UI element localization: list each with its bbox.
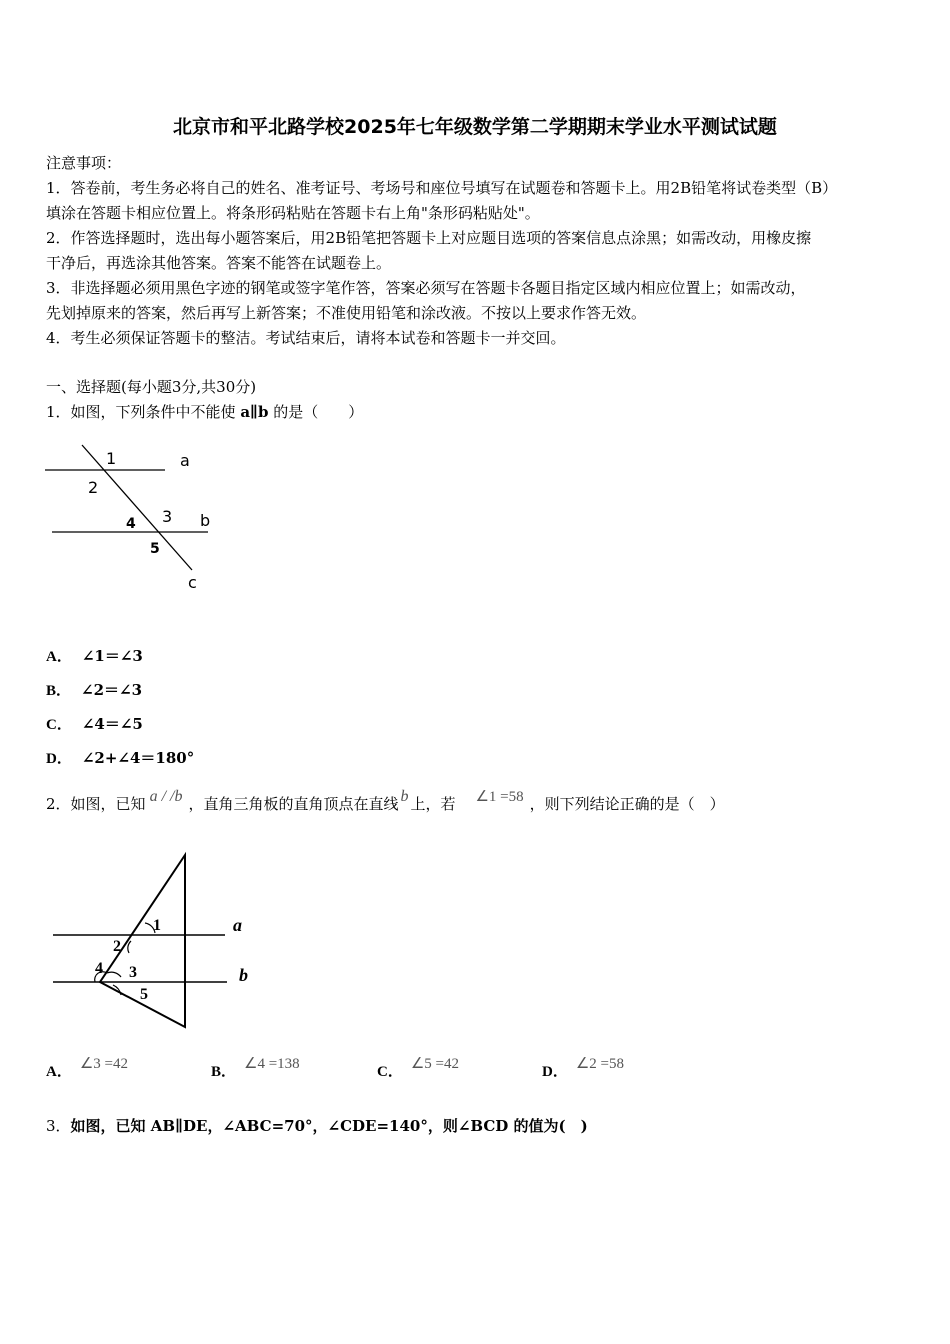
- option-d[interactable]: [542, 1056, 625, 1081]
- notice-line: 3．非选择题必须用黑色字迹的钢笔或签字笔作答，答案必须写在答题卡各题目指定区域内相应位置上；如需改动，: [46, 279, 806, 297]
- question-text: 如图，已知 AB∥DE，∠ABC=70°，∠CDE=140°，则∠BCD 的值为( ): [70, 1117, 588, 1135]
- notice-line: 2．作答选择题时，选出每小题答案后，用2B铅笔把答题卡上对应题目选项的答案信息点涂黑；如需改动，用橡皮擦: [46, 229, 812, 247]
- option-c[interactable]: [46, 713, 143, 734]
- option-b[interactable]: [46, 679, 142, 700]
- angle-label-4: 4: [126, 516, 136, 532]
- line-c: [82, 445, 192, 570]
- option-label: D．: [46, 751, 72, 767]
- option-b[interactable]: [211, 1056, 300, 1081]
- notice-line: 1．答卷前，考生务必将自己的姓名、准考证号、考场号和座位号填写在试题卷和答题卡上。用2B铅笔将试卷类型（B）: [46, 179, 838, 197]
- option-text: ∠2+∠4＝180°: [81, 749, 195, 767]
- question-math: ∠1 =58: [475, 789, 524, 805]
- question-3-stem: [46, 1115, 588, 1136]
- option-a[interactable]: [46, 1056, 129, 1081]
- page-title: 北京市和平北路学校2025年七年级数学第二学期期末学业水平测试试题: [173, 116, 777, 138]
- line-label-c: c: [188, 573, 197, 592]
- option-a[interactable]: [46, 645, 143, 666]
- notice-heading: 注意事项：: [46, 154, 122, 172]
- line-label-b: b: [239, 965, 248, 985]
- notice-line: 填涂在答题卡相应位置上。将条形码粘贴在答题卡右上角"条形码粘贴处"。: [46, 204, 540, 222]
- option-text: ∠2＝∠3: [81, 681, 143, 699]
- question-number: 1．: [46, 403, 71, 421]
- notice-line: 先划掉原来的答案，然后再写上新答案；不准使用铅笔和涂改液。不按以上要求作答无效。: [46, 304, 647, 322]
- angle-arc-2: [128, 941, 131, 953]
- question-text: 上，若: [410, 795, 456, 813]
- angle-label-4: 4: [95, 960, 103, 977]
- option-label: C．: [377, 1064, 403, 1080]
- option-c[interactable]: [377, 1056, 460, 1081]
- question-text: ，直角三角板的直角顶点在直线: [188, 795, 399, 813]
- question-text: 如图，下列条件中不能使: [70, 403, 241, 421]
- option-math: ∠2 =58: [575, 1056, 625, 1072]
- question-number: 3．: [46, 1117, 71, 1135]
- line-label-a: a: [180, 451, 190, 470]
- question-text: 如图，已知: [70, 795, 146, 813]
- question-1-figure: [40, 440, 230, 600]
- line-label-b: b: [200, 511, 211, 530]
- section-heading: 一、选择题(每小题3分,共30分): [46, 378, 257, 396]
- option-text: ∠4＝∠5: [81, 715, 143, 733]
- option-math: ∠4 =138: [244, 1056, 300, 1072]
- angle-label-1: 1: [153, 917, 161, 934]
- angle-label-3: 3: [162, 507, 173, 526]
- question-math: a∥b: [240, 403, 269, 421]
- angle-label-5: 5: [150, 541, 160, 557]
- option-label: A．: [46, 1064, 72, 1080]
- option-d[interactable]: [46, 747, 194, 768]
- option-math: ∠5 =42: [410, 1056, 460, 1072]
- notice-line: 4．考生必须保证答题卡的整洁。考试结束后，请将本试卷和答题卡一并交回。: [46, 329, 566, 347]
- option-label: D．: [542, 1064, 568, 1080]
- line-label-a: a: [233, 915, 242, 935]
- question-2-figure: [45, 845, 275, 1035]
- angle-label-5: 5: [140, 986, 148, 1003]
- option-text: ∠1＝∠3: [81, 647, 143, 665]
- question-number: 2．: [46, 795, 71, 813]
- option-label: B．: [211, 1064, 237, 1080]
- option-label: C．: [46, 717, 72, 733]
- option-label: A．: [46, 649, 72, 665]
- question-2-stem: [46, 788, 725, 814]
- notice-line: 干净后，再选涂其他答案。答案不能答在试题卷上。: [46, 254, 392, 272]
- angle-label-3: 3: [129, 964, 137, 981]
- question-1-stem: [46, 401, 363, 422]
- question-math: a / /b: [149, 788, 183, 805]
- angle-label-1: 1: [106, 449, 117, 468]
- question-math: b: [400, 788, 409, 805]
- angle-label-2: 2: [88, 478, 99, 497]
- angle-arc-3: [107, 972, 121, 977]
- question-text: ，则下列结论正确的是（ ）: [529, 795, 725, 813]
- option-label: B．: [46, 683, 72, 699]
- angle-label-2: 2: [113, 938, 121, 955]
- question-text: 的是（ ）: [268, 403, 364, 421]
- option-math: ∠3 =42: [79, 1056, 129, 1072]
